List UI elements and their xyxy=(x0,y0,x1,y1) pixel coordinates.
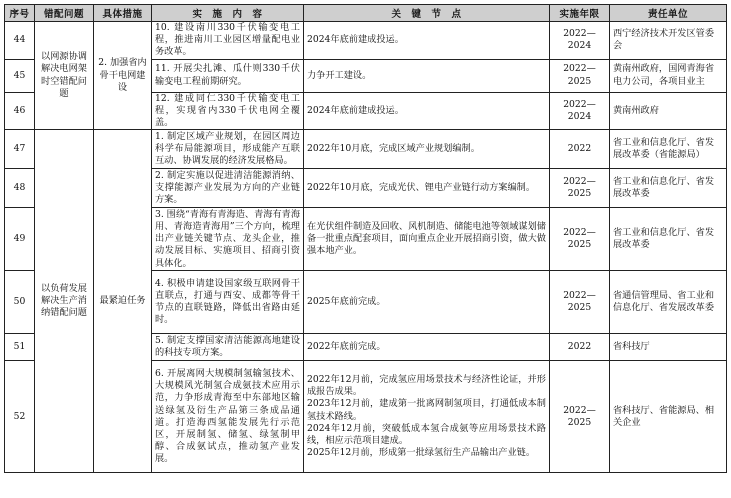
key-node-cell: 2025年底前完成。 xyxy=(304,271,550,334)
deadline-cell: 2022 xyxy=(550,130,610,169)
measures-table xyxy=(4,4,727,473)
problem-cell: 以网源协调解决电网架时空错配问题 xyxy=(35,22,94,130)
implementation-cell: 5. 制定支撑国家清洁能源高地建设的科技专项方案。 xyxy=(152,334,304,361)
implementation-cell: 6. 开展离网大规模制氢输氢技术、大规模风光制氢合成氨技术应用示范，力争形成青海至中东部地区输送绿氢及衍生产品第三条成品通道。打造海西氢能发展先行示范区，开展制氢、储氢、绿氢制甲醇、合成氨试点，推动氢产业发展。 xyxy=(152,361,304,473)
header-unit: 责任单位 xyxy=(610,5,727,22)
unit-cell: 省通信管理局、省工业和信息化厅、省发展改革委 xyxy=(610,271,727,334)
header-implementation: 实 施 内 容 xyxy=(152,5,304,22)
unit-cell: 黄南州政府，国网青海省电力公司，各项目业主 xyxy=(610,59,727,92)
unit-cell: 省科技厅、省能源局、相关企业 xyxy=(610,361,727,473)
deadline-cell: 2022—2025 xyxy=(550,59,610,92)
unit-cell: 西宁经济技术开发区管委会 xyxy=(610,22,727,60)
implementation-cell: 12. 建成同仁330千伏输变电工程，实现省内330千伏电网全覆盖。 xyxy=(152,92,304,130)
implementation-cell: 2. 制定实施以促进清洁能源消纳、支撑能源产业发展为方向的产业链方案。 xyxy=(152,169,304,208)
deadline-cell: 2022—2025 xyxy=(550,271,610,334)
row-no: 50 xyxy=(5,271,35,334)
key-node-cell: 2024年底前建成投运。 xyxy=(304,22,550,60)
implementation-cell: 3. 围绕“青海有青海造、青海有青海用、青海造青海用”三个方向，梳理出产业链关键节点、龙头企业，推动发展目标、实施项目、招商引资具体化。 xyxy=(152,208,304,271)
header-problem: 错配问题 xyxy=(35,5,94,22)
measure-cell: 2. 加强省内骨干电网建设 xyxy=(94,22,152,130)
row-no: 51 xyxy=(5,334,35,361)
implementation-cell: 10. 建设南川330千伏输变电工程，推进南川工业园区增量配电业务改革。 xyxy=(152,22,304,60)
key-node-cell: 2024年底前建成投运。 xyxy=(304,92,550,130)
unit-cell: 省科技厅 xyxy=(610,334,727,361)
deadline-cell: 2022—2024 xyxy=(550,92,610,130)
row-no: 48 xyxy=(5,169,35,208)
key-node-cell: 2022年10月底，完成区域产业规划编制。 xyxy=(304,130,550,169)
row-no: 52 xyxy=(5,361,35,473)
deadline-cell: 2022 xyxy=(550,334,610,361)
key-node-cell: 力争开工建设。 xyxy=(304,59,550,92)
implementation-cell: 1. 制定区域产业规划，在园区周边科学布局能源项目，形成能产互联互动、协调发展的经济发展格局。 xyxy=(152,130,304,169)
unit-cell: 黄南州政府 xyxy=(610,92,727,130)
implementation-cell: 4. 积极申请建设国家级互联网骨干直联点，打通与西安、成都等骨干节点的直联链路，降低出省路由延时。 xyxy=(152,271,304,334)
header-key-nodes: 关 键 节 点 xyxy=(304,5,550,22)
key-node-cell: 2022年底前完成。 xyxy=(304,334,550,361)
deadline-cell: 2022—2024 xyxy=(550,22,610,60)
deadline-cell: 2022—2025 xyxy=(550,208,610,271)
problem-cell: 以负荷发展解决生产消纳错配问题 xyxy=(35,130,94,473)
unit-cell: 省工业和信息化厅、省发展改革委（省能源局） xyxy=(610,130,727,169)
key-node-cell: 2022年10月底，完成光伏、锂电产业链行动方案编制。 xyxy=(304,169,550,208)
unit-cell: 省工业和信息化厅、省发展改革委 xyxy=(610,169,727,208)
key-node-cell: 在光伏组件制造及回收、风机制造、储能电池等领域谋划储备一批重点配套项目，面向重点企业开展招商引资，做大做强本地产业。 xyxy=(304,208,550,271)
measure-cell: 最紧迫任务 xyxy=(94,130,152,473)
unit-cell: 省工业和信息化厅、省发展改革委 xyxy=(610,208,727,271)
header-row xyxy=(5,5,727,22)
key-node-cell: 2022年12月前，完成氢应用场景技术与经济性论证，并形成报告成果。 2023年12月前，建成第一批离网制氢项目，打通低成本制氢技术路线。 2024年12月前，突破低成本氢合成氨等应用场景技术路线，相应示范项目建成。 2025年12月前，形成第一批绿氢衍生产品输出产业链。 xyxy=(304,361,550,473)
row-no: 44 xyxy=(5,22,35,60)
header-deadline: 实施年限 xyxy=(550,5,610,22)
implementation-cell: 11. 开展尖扎滩、瓜什则330千伏输变电工程前期研究。 xyxy=(152,59,304,92)
row-no: 45 xyxy=(5,59,35,92)
deadline-cell: 2022—2025 xyxy=(550,169,610,208)
row-no: 46 xyxy=(5,92,35,130)
row-no: 47 xyxy=(5,130,35,169)
table-row xyxy=(5,22,727,60)
table-row xyxy=(5,130,727,169)
header-no: 序号 xyxy=(5,5,35,22)
deadline-cell: 2022—2025 xyxy=(550,361,610,473)
row-no: 49 xyxy=(5,208,35,271)
header-measure: 具体措施 xyxy=(94,5,152,22)
